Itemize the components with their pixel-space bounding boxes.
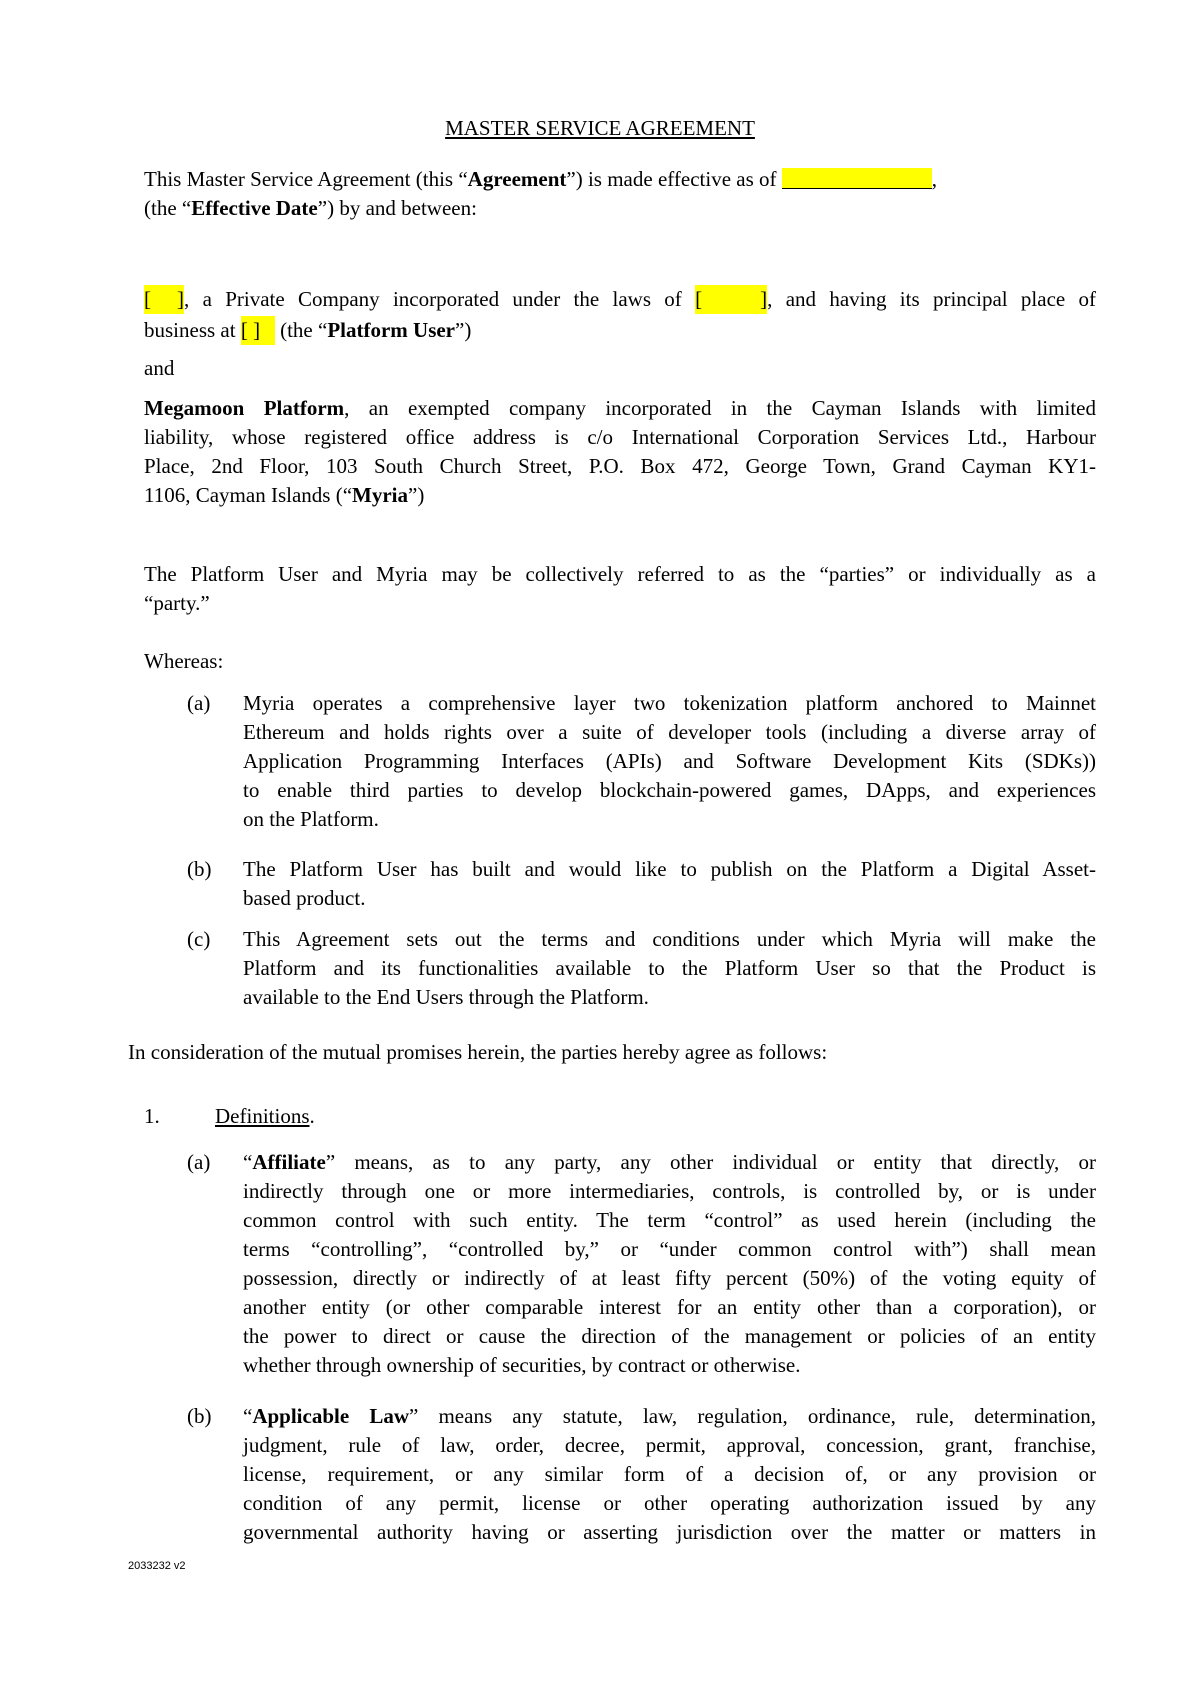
intro-line-2: (the “Effective Date”) by and between:	[144, 196, 477, 220]
effective-date-blank[interactable]	[782, 168, 932, 189]
myria-term: Myria	[352, 483, 408, 507]
whereas-heading: Whereas:	[144, 649, 224, 673]
definition-affiliate: “Affiliate” means, as to any party, any other individual or entity that directly, or indirectly through one or more intermediaries, controls, is controlled by, or is under common control with such entity. The term “control” as used herein (including the terms “controlling”, “controlled by,” or “under common control with”) shall mean possession, directly or indirectly of at least fifty percent (50%) of the voting equity of another entity (or other comparable interest for an entity other than a corporation), or the power to direct or cause the direction of the management or policies of an entity whether through ownership of securities, by contract or otherwise.	[243, 1150, 1096, 1377]
collective-paragraph: The Platform User and Myria may be collectively referred to as the “parties” or individually as a “party.”	[144, 562, 1096, 615]
and-text: and	[144, 356, 175, 380]
intro-line-1: This Master Service Agreement (this “Agreement”) is made effective as of ,	[144, 167, 937, 191]
recital-a-label: (a)	[187, 691, 211, 715]
party1-line-1: [ ], a Private Company incorporated under the laws of [ ], and having its principal place of	[144, 285, 1096, 314]
definition-a-label: (a)	[187, 1150, 211, 1174]
section-1-number: 1.	[144, 1104, 160, 1128]
party2-block: Megamoon Platform, an exempted company incorporated in the Cayman Islands with limited liability, whose registered office address is c/o International Corporation Services Ltd., Harbour Place, 2nd Floor, 103 South Church Street, P.O. Box 472, George Town, Grand Cayman KY1- 1106, Cayman Islands (“Myria”)	[144, 396, 1096, 507]
effective-date-term: Effective Date	[191, 196, 318, 220]
jurisdiction-blank[interactable]: [ ]	[695, 285, 767, 314]
platform-user-term: Platform User	[327, 318, 456, 342]
definition-b-label: (b)	[187, 1404, 212, 1428]
section-1-heading: Definitions.	[215, 1104, 315, 1128]
recital-b-label: (b)	[187, 857, 212, 881]
party-name-blank[interactable]: [ ]	[144, 285, 184, 314]
consideration-text: In consideration of the mutual promises herein, the parties hereby agree as follows:	[128, 1040, 828, 1064]
recital-b-text: The Platform User has built and would like to publish on the Platform a Digital Asset- based product.	[243, 857, 1096, 910]
definition-applicable-law: “Applicable Law” means any statute, law, regulation, ordinance, rule, determination, judgment, rule of law, order, decree, permit, approval, concession, grant, franchise, license, requirement, or any similar form of a decision of, or any provision or condition of any permit, license or other operating authorization issued by any governmental authority having or asserting jurisdiction over the matter or matters in	[243, 1404, 1096, 1544]
recital-c-text: This Agreement sets out the terms and conditions under which Myria will make the Platform and its functionalities available to the Platform User so that the Product is available to the End Users through the Platform.	[243, 927, 1096, 1009]
affiliate-term: Affiliate	[252, 1150, 326, 1174]
address-blank[interactable]: [ ]	[241, 316, 275, 345]
document-footer-id: 2033232 v2	[128, 1560, 186, 1572]
megamoon-name: Megamoon Platform	[144, 396, 345, 420]
document-title: MASTER SERVICE AGREEMENT	[445, 116, 755, 140]
party1-line-2: business at [ ] (the “Platform User”)	[144, 316, 471, 345]
recital-a-text: Myria operates a comprehensive layer two tokenization platform anchored to Mainnet Ethereum and holds rights over a suite of developer tools (including a diverse array of Application Programming Interfaces (APIs) and Software Development Kits (SDKs)) to enable third parties to develop blockchain-powered games, DApps, and experiences on the Platform.	[243, 691, 1096, 831]
agreement-term: Agreement	[467, 167, 567, 191]
applicable-law-term: Applicable Law	[252, 1404, 409, 1428]
recital-c-label: (c)	[187, 927, 211, 951]
